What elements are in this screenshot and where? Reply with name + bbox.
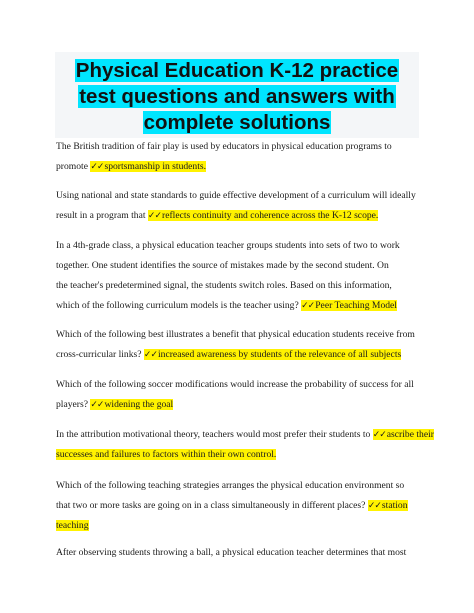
question-text: result in a program that	[56, 210, 146, 221]
answer-highlight	[56, 520, 89, 531]
question-6	[56, 425, 434, 465]
answer-text: reflects continuity and coherence across the K-12 scope.	[162, 210, 379, 221]
document-title-text: Physical Education K-12 practice test questions and answers with complete solutions	[75, 59, 399, 134]
answer-highlight	[301, 300, 397, 311]
question-text: the teacher's predetermined signal, the students switch roles. Based on this information,	[56, 280, 392, 291]
question-text: Which of the following soccer modifications would increase the probability of success for all	[56, 379, 414, 390]
question-text: that two or more tasks are going on in a class simultaneously in different places?	[56, 500, 366, 511]
question-text: In a 4th-grade class, a physical education teacher groups students into sets of two to work	[56, 240, 400, 251]
answer-highlight	[56, 449, 276, 460]
question-text: In the attribution motivational theory, teachers would most prefer their students to	[56, 429, 371, 440]
answer-highlight	[144, 349, 401, 360]
check-icon: ✓✓	[301, 301, 315, 311]
question-text: The British tradition of fair play is used by educators in physical education programs to	[56, 141, 392, 152]
question-text: together. One student identifies the source of mistakes made by the second student. On	[56, 260, 389, 271]
answer-highlight	[373, 429, 434, 440]
document-title	[64, 58, 410, 136]
check-icon: ✓✓	[367, 501, 381, 511]
question-text: Which of the following best illustrates a benefit that physical education students receive from	[56, 329, 415, 340]
question-text: After observing students throwing a ball, a physical education teacher determines that most	[56, 547, 407, 558]
answer-highlight	[90, 161, 206, 172]
question-1	[56, 137, 418, 177]
question-text: Using national and state standards to guide effective development of a curriculum will ideally	[56, 190, 416, 201]
question-text: players?	[56, 399, 88, 410]
question-text: Which of the following teaching strategies arranges the physical education environment so	[56, 480, 405, 491]
check-icon: ✓✓	[143, 350, 158, 360]
question-text: promote	[56, 161, 88, 172]
answer-text: widening the goal	[104, 399, 174, 410]
answer-text: Peer Teaching Model	[315, 300, 397, 311]
answer-text: teaching	[56, 520, 89, 531]
question-text: which of the following curriculum models is the teacher using?	[56, 300, 299, 311]
check-icon: ✓✓	[147, 211, 162, 221]
answer-text: ascribe their	[386, 429, 434, 440]
question-5	[56, 375, 418, 415]
check-icon: ✓✓	[90, 162, 104, 172]
check-icon: ✓✓	[372, 430, 386, 440]
question-text: cross-curricular links?	[56, 349, 142, 360]
question-3	[56, 236, 418, 316]
answer-highlight	[90, 399, 173, 410]
question-8	[56, 543, 418, 563]
question-2	[56, 186, 418, 226]
answer-text: station	[381, 500, 408, 511]
check-icon: ✓✓	[90, 400, 104, 410]
answer-text: successes and failures to factors within their own control.	[56, 449, 277, 460]
question-7	[56, 476, 418, 536]
answer-text: increased awareness by students of the relevance of all subjects	[158, 349, 402, 360]
answer-text: sportsmanship in students.	[104, 161, 207, 172]
question-4	[56, 325, 418, 365]
answer-highlight	[148, 210, 378, 221]
answer-highlight	[368, 500, 408, 511]
